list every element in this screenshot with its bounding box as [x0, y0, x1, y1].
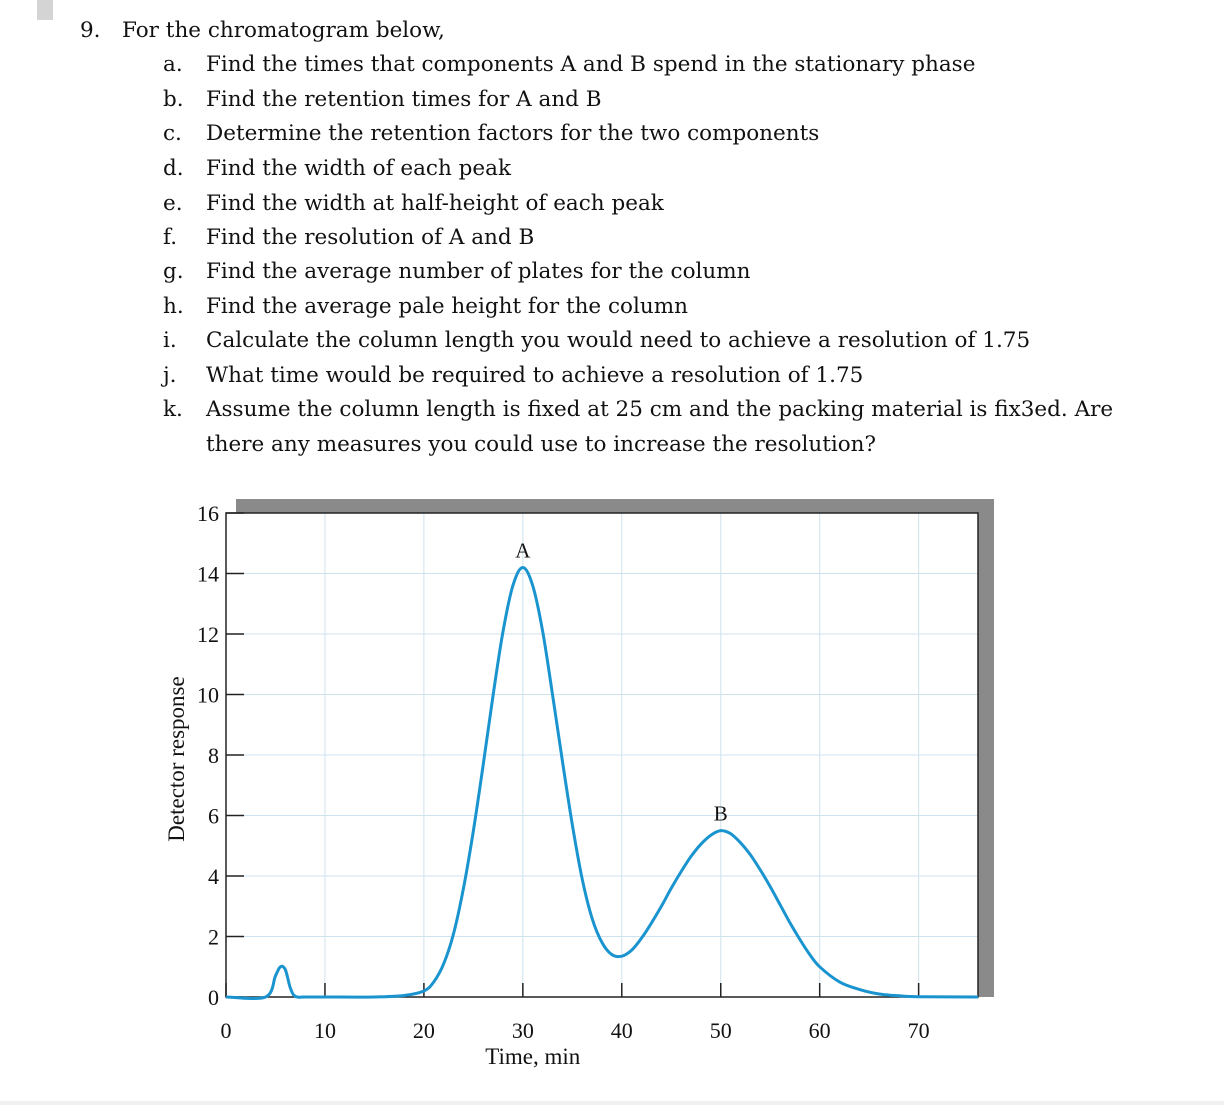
- part-label: e.: [163, 191, 183, 216]
- y-tick-label: 6: [208, 803, 219, 829]
- part-text: Find the average pale height for the column: [206, 294, 688, 319]
- y-tick-label: 8: [208, 743, 219, 768]
- x-tick-label: 50: [709, 1018, 732, 1043]
- x-tick-label: 0: [220, 1018, 232, 1043]
- part-label: a.: [163, 52, 183, 77]
- y-tick-label: 12: [197, 622, 219, 647]
- y-axis-label: Detector response: [164, 676, 189, 842]
- part-label: i.: [163, 328, 177, 353]
- x-tick-label: 70: [907, 1018, 930, 1043]
- x-tick-label: 40: [610, 1018, 633, 1043]
- x-tick-label: 20: [412, 1018, 435, 1043]
- y-tick-label: 2: [208, 924, 219, 950]
- bottom-rule: [0, 1101, 1224, 1105]
- y-tick-label: 4: [208, 864, 219, 889]
- part-label: d.: [163, 156, 184, 181]
- question-number: 9.: [80, 18, 101, 43]
- y-tick-label: 16: [197, 501, 219, 526]
- part-text: Assume the column length is fixed at 25 cm and the packing material is fix3ed. Are: [206, 397, 1114, 422]
- part-text: Find the resolution of A and B: [206, 225, 535, 250]
- plot-shadow-top: [236, 499, 994, 513]
- x-axis-label: Time, min: [485, 1044, 581, 1069]
- part-text: Find the times that components A and B spend in the stationary phase: [206, 52, 976, 77]
- peak-label-a: A: [515, 538, 531, 563]
- part-label: g.: [163, 259, 184, 284]
- part-label: c.: [163, 121, 182, 146]
- question-intro: For the chromatogram below,: [122, 18, 445, 43]
- y-tick-label: 10: [197, 682, 219, 708]
- part-text: Find the retention times for A and B: [206, 87, 602, 112]
- part-text: Calculate the column length you would need to achieve a resolution of 1.75: [206, 328, 1031, 353]
- part-text: Determine the retention factors for the two components: [206, 121, 820, 146]
- part-text-continued: there any measures you could use to increase the resolution?: [206, 432, 877, 457]
- y-tick-label: 14: [197, 561, 219, 587]
- plot-shadow-right: [978, 499, 994, 997]
- part-label: j.: [163, 363, 177, 388]
- part-label: k.: [163, 397, 183, 422]
- part-text: What time would be required to achieve a resolution of 1.75: [206, 363, 864, 388]
- x-tick-label: 30: [511, 1018, 534, 1043]
- part-label: f.: [163, 225, 178, 250]
- peak-label-b: B: [713, 801, 728, 826]
- y-tick-label: 0: [208, 985, 219, 1010]
- x-tick-label: 10: [313, 1018, 336, 1043]
- x-tick-label: 60: [808, 1018, 831, 1043]
- part-text: Find the width of each peak: [206, 156, 511, 181]
- part-label: b.: [163, 87, 184, 112]
- part-label: h.: [163, 294, 184, 319]
- part-text: Find the average number of plates for the column: [206, 259, 751, 284]
- part-text: Find the width at half-height of each peak: [206, 191, 664, 216]
